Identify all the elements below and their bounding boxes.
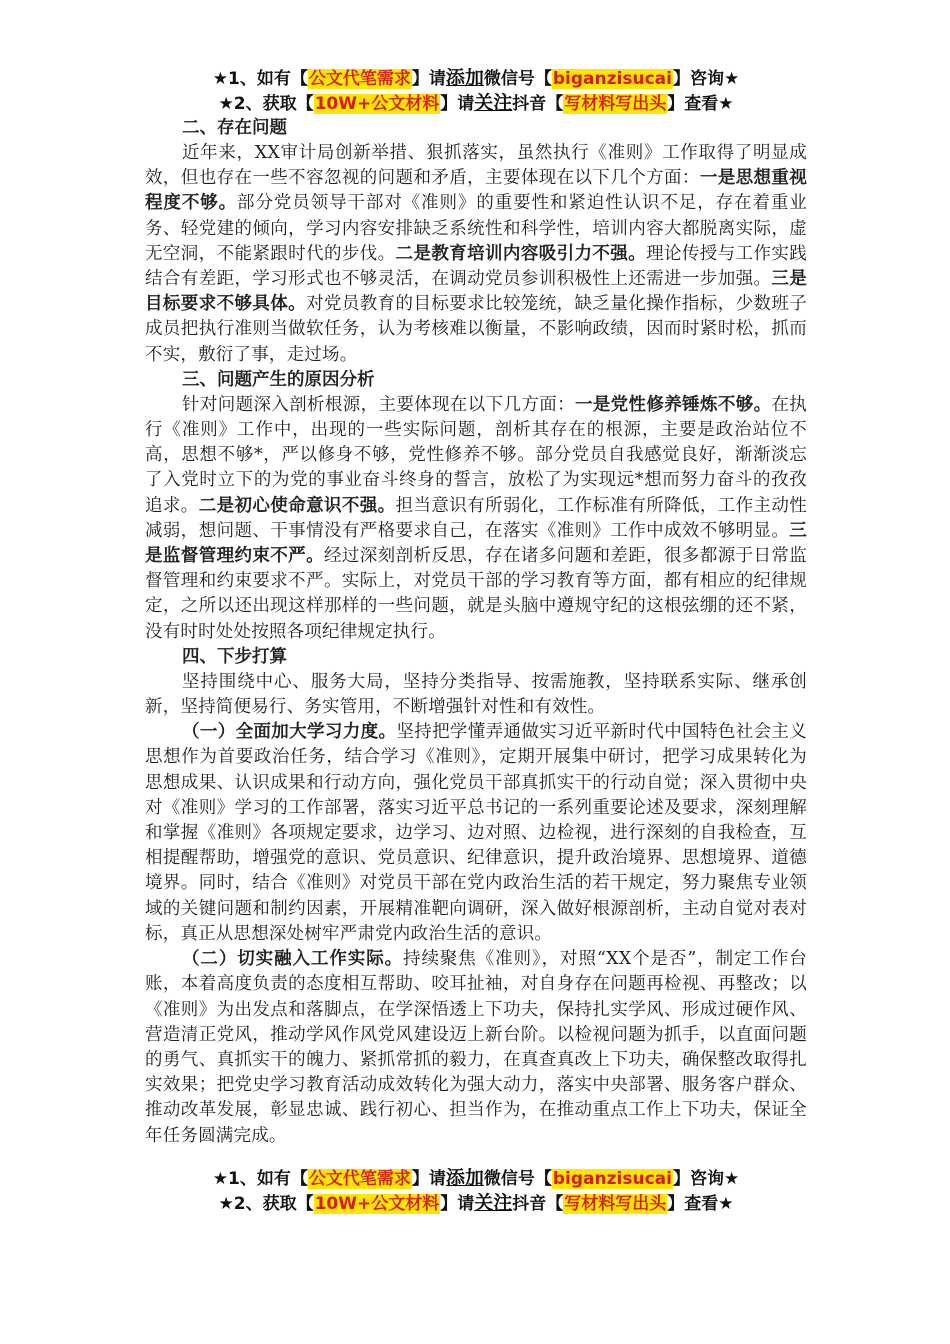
wechat-id-highlight: biganzisucai <box>552 1168 672 1189</box>
highlight-text: 公文代笔需求 <box>308 69 411 89</box>
bold-point: 三是目标要求不够具体。 <box>145 269 808 315</box>
paragraph-study <box>145 720 807 947</box>
highlight-text: 10W+公文材料 <box>314 94 440 114</box>
douyin-id-highlight: 写材料写出头 <box>564 1193 667 1214</box>
banner-line-1 <box>145 1166 807 1191</box>
banner-text: ★2、获取【 <box>218 1193 314 1214</box>
banner-text: 】咨询★ <box>672 69 740 89</box>
paragraph-causes <box>145 393 807 645</box>
bold-point: 二是教育培训内容吸引力不强。 <box>395 243 647 264</box>
banner-line-2 <box>145 91 807 116</box>
douyin-id-highlight: 写材料写出头 <box>564 94 667 114</box>
spacer <box>145 1149 807 1166</box>
bold-point: 一是思想重视程度不够。 <box>145 168 807 214</box>
section-heading-causes: 三、问题产生的原因分析 <box>182 369 375 390</box>
section-heading-problems: 二、存在问题 <box>182 118 287 138</box>
banner-text: 】请 <box>440 94 475 114</box>
banner-text: 微信号【 <box>483 1168 552 1189</box>
body-text: 部分党员领导干部对《准则》的重要性和紧迫性认识不足，存在着重业务、轻党建的倾向，学习内容安排缺乏系统性和科学性，培训内容大都脱离实际，虚无空洞，不能紧跟时代的步伐。 <box>145 193 807 264</box>
underlined-text: 关注 <box>474 1191 513 1214</box>
banner-text: ★1、如有【 <box>212 69 308 89</box>
document-page <box>145 66 807 1216</box>
body-text: 对党员教育的目标要求比较笼统，缺乏量化操作指标，少数班子成员把执行准则当做软任务，认为考核难以衡量，不影响政绩，因而时紧时松，抓而不实，敷衍了事，走过场。 <box>145 294 807 365</box>
section-heading-next-steps: 四、下步打算 <box>182 646 287 667</box>
bold-point: 一是党性修养锤炼不够。 <box>574 394 772 415</box>
banner-line-1 <box>145 66 807 91</box>
banner-text: 】请 <box>440 1193 475 1214</box>
highlight-text: 10W+公文材料 <box>314 1193 440 1214</box>
paragraph-practice <box>145 947 807 1149</box>
bold-point: （一）全面加大学习力度。 <box>182 722 397 743</box>
paragraph-problems <box>145 141 807 368</box>
banner-text: 】查看★ <box>667 94 734 114</box>
body-text: 持续聚焦《准则》，对照“XX个是否”，制定工作台账，本着高度负责的态度相互帮助、咬耳扯袖，对自身存在问题再检视、再整改；以《准则》为出发点和落脚点，在学深悟透上下功夫，保持扎实学风、形成过硬作风、营造清正党风，推动学风作风党风建设迈上新台阶。以检视问题为抓手，以直面问题的勇气、真抓实干的魄力、紧抓常抓的毅力，在真查真改上下功夫，确保整改取得扎实效果；把党史学习教育活动成效转化为强大动力，落实中央部署、服务客户群众、推动改革发展，彰显忠诚、践行初心、担当作为，在推动重点工作上下功夫，保证全年任务圆满完成。 <box>145 949 807 1146</box>
bold-point: 二是初心使命意识不强。 <box>198 495 396 516</box>
body-text: 在执行《准则》工作中，出现的一些实际问题，剖析其存在的根源，主要是政治站位不高，思想不够*，严以修身不够，党性修养不够。部分党员自我感觉良好，渐渐淡忘了入党时立下的为党的事业奋斗终身的誓言，放松了为实现远*想而努力奋斗的孜孜追求。 <box>145 394 807 516</box>
paragraph-next-steps-intro: 坚持围绕中心、服务大局，坚持分类指导、按需施教，坚持联系实际、继承创新，坚持简便易行、务实管用，不断增强针对性和有效性。 <box>145 671 807 718</box>
body-text: 坚持把学懂弄通做实习近平新时代中国特色社会主义思想作为首要政治任务，结合学习《准则》，定期开展集中研讨，把学习成果转化为思想成果、认识成果和行动方向，强化党员干部真抓实干的行动自觉；深入贯彻中央对《准则》学习的工作部署，落实习近平总书记的一系列重要论述及要求，深刻理解和掌握《准则》各项规定要求，边学习、边对照、边检视，进行深刻的自我检查，互相提醒帮助，增强党的意识、党员意识、纪律意识，提升政治境界、思想境界、道德境界。同时，结合《准则》对党员干部在党内政治生活的若干规定，努力聚焦专业领域的关键问题和制约因素，开展精准靶向调研，深入做好根源剖析，主动自觉对表对标，真正从思想深处树牢严肃党内政治生活的意识。 <box>145 722 807 944</box>
banner-text: 】查看★ <box>667 1193 734 1214</box>
body-text: 理论传授与工作实践结合有差距，学习形式也不够灵活，在调动党员参训积极性上还需进一步加强。 <box>145 243 807 290</box>
body-text: 担当意识有所弱化，工作标准有所降低，工作主动性减弱，想问题、干事情没有严格要求自己，在落实《准则》工作中成效不够明显。 <box>145 495 808 541</box>
highlight-text: 公文代笔需求 <box>308 1168 411 1189</box>
banner-text: 】请 <box>411 1168 446 1189</box>
banner-text: ★1、如有【 <box>212 1168 308 1189</box>
banner-text: ★2、获取【 <box>218 94 314 114</box>
underlined-text: 添加 <box>445 67 484 89</box>
promo-banner-bottom <box>145 1166 807 1216</box>
banner-text: 微信号【 <box>483 69 552 89</box>
bold-point: （二）切实融入工作实际。 <box>182 949 404 970</box>
promo-banner-top <box>145 66 807 116</box>
underlined-text: 添加 <box>445 1166 484 1189</box>
banner-text: 】请 <box>411 69 446 89</box>
body-text: 近年来，XX审计局创新举措、狠抓落实，虽然执行《准则》工作取得了明显成效，但也存在一些不容忽视的问题和矛盾，主要体现在以下几个方面： <box>145 143 807 189</box>
underlined-text: 关注 <box>474 92 513 114</box>
banner-text: 】咨询★ <box>672 1168 740 1189</box>
body-text: 针对问题深入剖析根源，主要体现在以下几方面： <box>182 394 575 415</box>
body-text: 经过深刻剖析反思，存在诸多问题和差距，很多都源于日常监督管理和约束要求不严。实际上，对党员干部的学习教育等方面，都有相应的纪律规定，之所以还出现这样那样的一些问题，就是头脑中遵规守纪的这根弦绷的还不紧，没有时时处处按照各项纪律规定执行。 <box>145 546 808 642</box>
bold-point: 三是监督管理约束不严。 <box>145 520 807 567</box>
banner-text: 抖音【 <box>512 1193 564 1214</box>
wechat-id-highlight: biganzisucai <box>552 69 672 89</box>
banner-text: 抖音【 <box>512 94 564 114</box>
banner-line-2 <box>145 1191 807 1216</box>
